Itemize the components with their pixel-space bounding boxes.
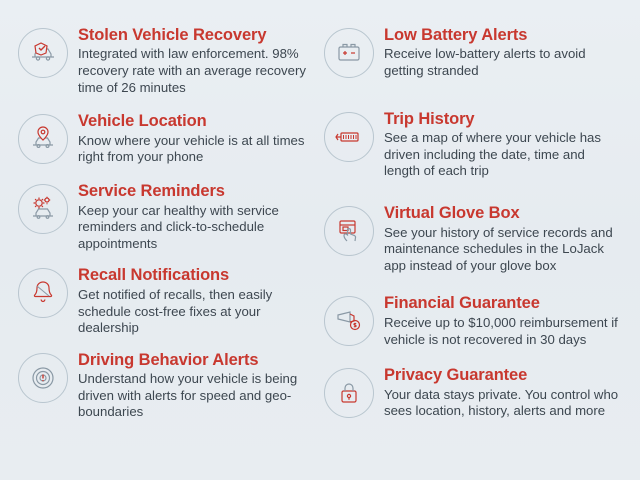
- feature-description: Integrated with law enforcement. 98% recovery rate with an average recovery time of 26 minutes: [78, 46, 306, 95]
- recall-notifications-bell-icon: [18, 268, 68, 318]
- vehicle-location-pin-icon: [18, 114, 68, 164]
- feature-privacy-guarantee: [324, 366, 622, 420]
- trip-history-odometer-icon: [324, 112, 374, 162]
- stolen-vehicle-recovery-icon: [18, 28, 68, 78]
- feature-title: Trip History: [384, 109, 475, 128]
- feature-text: [384, 26, 622, 80]
- feature-title: Driving Behavior Alerts: [78, 350, 259, 369]
- feature-columns: [18, 26, 622, 460]
- financial-guarantee-money-icon: [324, 296, 374, 346]
- feature-description: Get notified of recalls, then easily schedule cost-free fixes at your dealership: [78, 286, 273, 336]
- feature-trip-history: [324, 110, 622, 180]
- feature-description: Know where your vehicle is at all times right from your phone: [78, 132, 305, 165]
- feature-recall-notifications: [18, 266, 316, 336]
- feature-title: Recall Notifications: [78, 266, 230, 285]
- feature-description: See your history of service records and maintenance schedules in the LoJack app instead of your glove box: [384, 224, 613, 273]
- feature-stolen-vehicle-recovery: [18, 26, 316, 96]
- feature-description: Keep your car healthy with service reminders and click-to-schedule appointments: [78, 202, 279, 251]
- feature-description: Understand how your vehicle is being driven with alerts for speed and geo-boundaries: [78, 371, 298, 420]
- feature-text: [384, 204, 622, 274]
- feature-text: [78, 266, 316, 336]
- feature-service-reminders: [18, 182, 316, 252]
- driving-behavior-alerts-icon: [18, 353, 68, 403]
- feature-title: Vehicle Location: [78, 112, 207, 131]
- feature-title: Stolen Vehicle Recovery: [78, 26, 267, 44]
- feature-column-left: [18, 26, 316, 460]
- feature-description: Receive low-battery alerts to avoid getting stranded: [384, 46, 586, 79]
- feature-text: [78, 351, 316, 421]
- service-reminders-gear-icon: [18, 184, 68, 234]
- feature-title: Financial Guarantee: [384, 294, 540, 313]
- feature-title: Virtual Glove Box: [384, 204, 520, 223]
- feature-description: Your data stays private. You control who sees location, history, alerts and more: [384, 386, 619, 419]
- feature-low-battery-alerts: [324, 26, 622, 80]
- feature-title: Privacy Guarantee: [384, 366, 528, 385]
- privacy-guarantee-lock-icon: [324, 368, 374, 418]
- feature-text: [384, 294, 622, 348]
- feature-text: [78, 182, 316, 252]
- feature-text: [384, 366, 622, 420]
- feature-text: [78, 26, 316, 96]
- feature-title: Service Reminders: [78, 182, 225, 201]
- feature-column-right: [324, 26, 622, 460]
- low-battery-alerts-icon: [324, 28, 374, 78]
- feature-text: [384, 110, 622, 180]
- feature-text: [78, 112, 316, 166]
- feature-description: See a map of where your vehicle has driven including the date, time and length of each trip: [384, 130, 601, 179]
- feature-virtual-glove-box: [324, 204, 622, 274]
- feature-vehicle-location: [18, 112, 316, 166]
- feature-title: Low Battery Alerts: [384, 26, 528, 44]
- virtual-glove-box-icon: [324, 206, 374, 256]
- feature-financial-guarantee: [324, 294, 622, 348]
- feature-driving-behavior-alerts: [18, 351, 316, 421]
- feature-description: Receive up to $10,000 reimbursement if vehicle is not recovered in 30 days: [384, 314, 618, 347]
